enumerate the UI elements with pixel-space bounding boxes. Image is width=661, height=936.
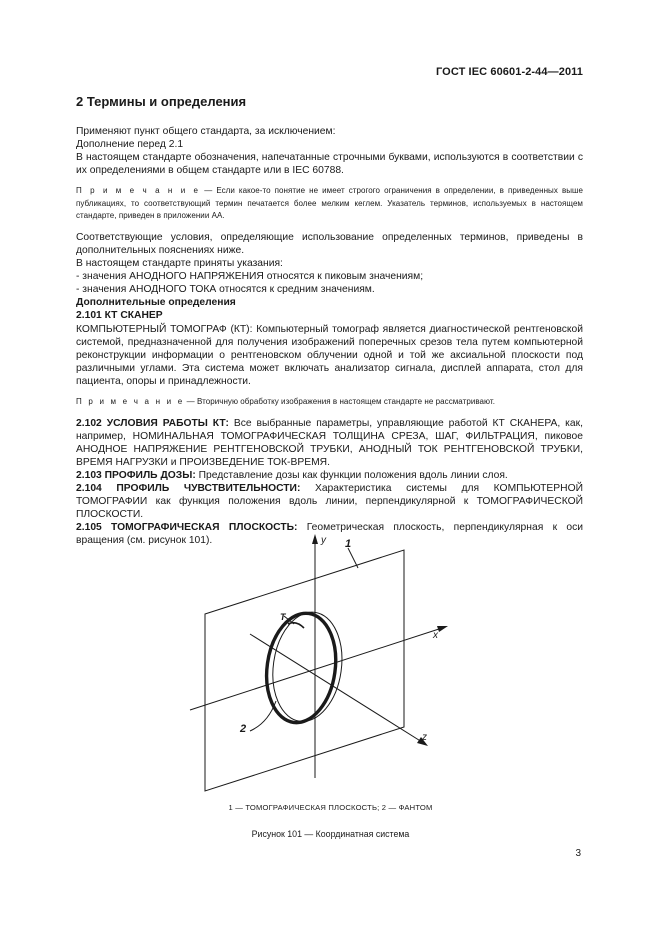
label-2: 2 xyxy=(240,723,247,735)
body-text xyxy=(76,125,583,547)
label-y: y xyxy=(321,535,326,546)
note-text: — Вторичную обработку изображения в настоящем стандарте не рассматривают. xyxy=(184,397,496,406)
definition-title: 2.101 КТ СКАНЕР xyxy=(76,310,163,322)
leader-1 xyxy=(348,548,358,568)
paragraph: В настоящем стандарте обозначения, напечатанные строчными буквами, используются в соответствии с их определениями в общем стандарте или в IEC 60788. xyxy=(76,152,583,177)
note-text: — Если какое-то понятие не имеет строгого ограничения в определении, в приведенных выше публикациях, то соответствующий термин печатается более мелким кеглем. Указатель терминов, используемых в настоящем стандарте, приведен в приложении АА. xyxy=(76,186,584,221)
section-title: 2 Термины и определения xyxy=(76,94,247,109)
definition-text: Представление дозы как функции положения вдоль линии слоя. xyxy=(195,469,508,481)
definition-text: Все выбранные параметры, управляющие работой КТ СКАНЕРА, как, например, НОМИНАЛЬНАЯ ТОМОГРАФИЧЕСКАЯ ТОЛЩИНА СРЕЗА, ШАГ, ФИЛЬТРАЦИЯ, пиковое АНОДНОЕ НАПРЯЖЕНИЕ РЕНТГЕНОВСКОЙ ТРУБКИ, АНОДНЫЙ ТОК РЕНТГЕНОВСКОЙ ТРУБКИ, ВРЕМЯ НАГРУЗКИ и ПРОИЗВЕДЕНИЕ ТОК-ВРЕМЯ. xyxy=(76,417,584,468)
definition xyxy=(76,417,583,469)
definition-text: КОМПЬЮТЕРНЫЙ ТОМОГРАФ (КТ): Компьютерный томограф является диагностической рентгеновской системой, предназначенной для получения изображений поперечных срезов тела путем компьютерной реконструкции информации о рентгеновском облучении одной и той же аксиальной плоскости под различными углами. Эта система может включать анализатор сигнала, дисплей аппарата, стол для пациента, опоры и принадлежности. xyxy=(76,323,583,387)
subheading: Дополнительные определения xyxy=(76,297,236,309)
paragraph: В настоящем стандарте приняты указания: xyxy=(76,258,283,270)
definition-title: 2.103 ПРОФИЛЬ ДОЗЫ: xyxy=(76,469,196,481)
note xyxy=(76,185,583,223)
tomographic-plane xyxy=(205,550,404,791)
definition-text: Характеристика системы для КОМПЬЮТЕРНОЙ ТОМОГРАФИИ как функция положения вдоль линии, перпендикулярной к ТОМОГРАФИЧЕСКОЙ ПЛОСКОСТИ. xyxy=(76,482,583,521)
label-z: z xyxy=(422,732,427,743)
label-T: T xyxy=(280,612,286,622)
paragraph: Дополнение перед 2.1 xyxy=(76,139,184,151)
coordinate-system-figure xyxy=(180,532,450,802)
definition-title: 2.104 ПРОФИЛЬ ЧУВСТВИТЕЛЬНОСТИ: xyxy=(76,482,301,494)
definition xyxy=(76,482,583,521)
definition xyxy=(76,469,583,482)
document-code: ГОСТ IEC 60601-2-44—2011 xyxy=(435,66,583,78)
paragraph: Применяют пункт общего стандарта, за исключением: xyxy=(76,126,336,137)
figure-caption: Рисунок 101 — Координатная система xyxy=(251,829,410,839)
definition-title: 2.102 УСЛОВИЯ РАБОТЫ КТ: xyxy=(76,417,229,429)
phantom-disk xyxy=(260,607,349,728)
y-axis-arrow xyxy=(312,534,318,544)
list-item: - значения АНОДНОГО ТОКА относятся к средним значениям. xyxy=(76,284,375,296)
paragraph: Соответствующие условия, определяющие использование определенных терминов, приведены в дополнительных пояснениях ниже. xyxy=(76,231,583,256)
note xyxy=(76,396,583,409)
label-1: 1 xyxy=(345,538,352,550)
notch-mark xyxy=(288,623,304,628)
x-axis-arrow xyxy=(437,626,448,632)
list-item: - значения АНОДНОГО НАПРЯЖЕНИЯ относятся к пиковым значениям; xyxy=(76,271,424,283)
note-label: П р и м е ч а н и е xyxy=(76,186,201,196)
definition-title: 2.105 ТОМОГРАФИЧЕСКАЯ ПЛОСКОСТЬ: xyxy=(76,522,298,534)
definition-text: Геометрическая плоскость, перпендикулярная к оси вращения (см. рисунок 101). xyxy=(76,522,583,547)
figure-legend: 1 — ТОМОГРАФИЧЕСКАЯ ПЛОСКОСТЬ; 2 — ФАНТОМ xyxy=(228,803,433,812)
page-number: 3 xyxy=(575,848,581,859)
note-label: П р и м е ч а н и е xyxy=(76,397,185,406)
label-x: x xyxy=(433,630,438,641)
